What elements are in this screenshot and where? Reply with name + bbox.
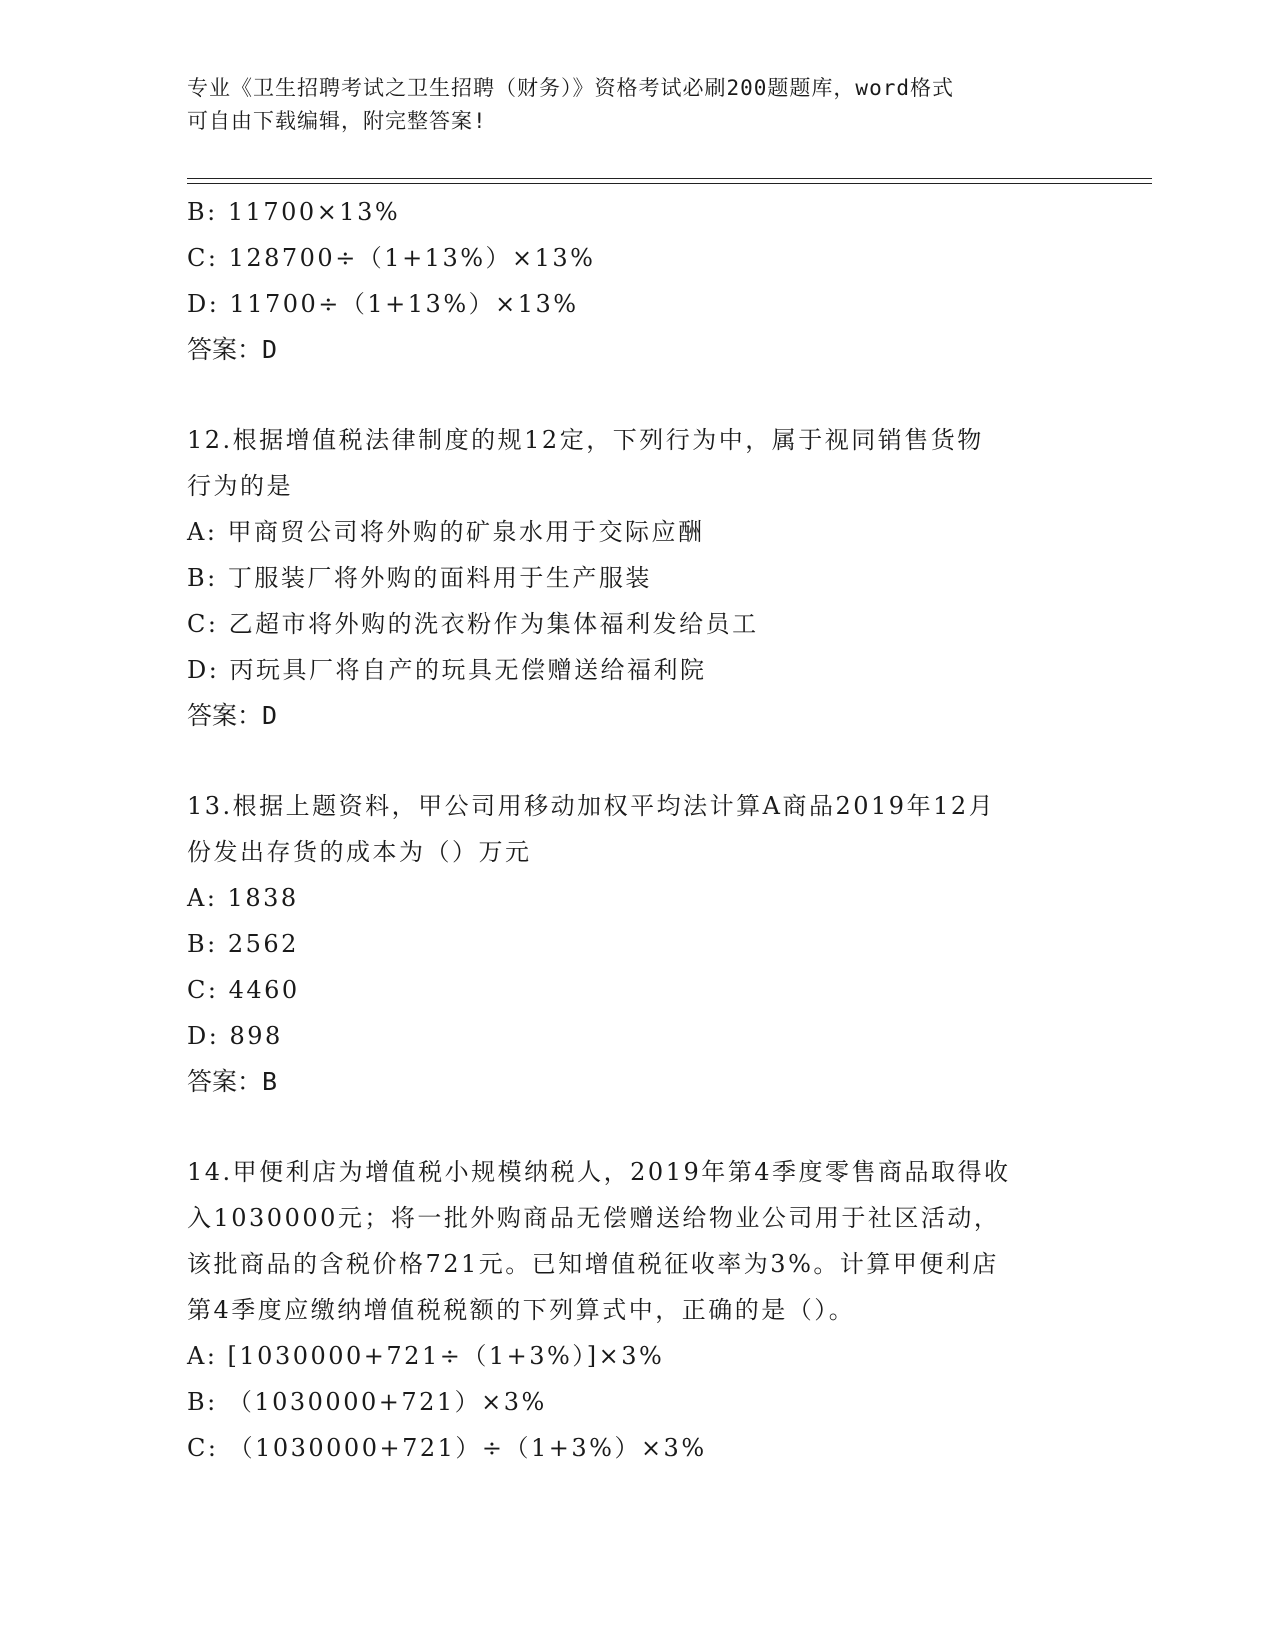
q11-option-b: B: 11700×13% [187, 198, 401, 226]
q14-stem-line-4: 第4季度应缴纳增值税税额的下列算式中，正确的是（）。 [187, 1296, 856, 1324]
q14-option-c: C: （1030000+721）÷（1+3%）×3% [187, 1434, 707, 1462]
q13-answer: 答案：B [187, 1067, 278, 1096]
header-divider-bottom [187, 183, 1152, 184]
q12-stem-line-2: 行为的是 [187, 472, 293, 500]
q11-answer: 答案：D [187, 335, 278, 364]
question-11 [187, 189, 1087, 373]
q12-stem-line-1: 12.根据增值税法律制度的规12定，下列行为中，属于视同销售货物 [187, 426, 984, 454]
document-header [187, 72, 1087, 138]
q13-option-d: D: 898 [187, 1022, 283, 1050]
q12-option-a: A: 甲商贸公司将外购的矿泉水用于交际应酬 [187, 518, 705, 546]
q13-option-c: C: 4460 [187, 976, 300, 1004]
q14-stem-line-1: 14.甲便利店为增值税小规模纳税人，2019年第4季度零售商品取得收 [187, 1158, 1011, 1186]
header-divider-top [187, 178, 1152, 179]
question-13 [187, 783, 1087, 1105]
q14-option-a: A: [1030000+721÷（1+3%）]×3% [187, 1342, 665, 1370]
q12-option-d: D: 丙玩具厂将自产的玩具无偿赠送给福利院 [187, 656, 707, 684]
header-title-line-2: 可自由下载编辑，附完整答案! [187, 109, 487, 133]
q12-answer: 答案：D [187, 701, 278, 730]
header-title-line-1: 专业《卫生招聘考试之卫生招聘（财务）》资格考试必刷200题题库，word格式 [187, 76, 954, 100]
q13-stem-line-1: 13.根据上题资料，甲公司用移动加权平均法计算A商品2019年12月 [187, 792, 996, 820]
question-list [187, 189, 1087, 1471]
q12-option-c: C: 乙超市将外购的洗衣粉作为集体福利发给员工 [187, 610, 759, 638]
q14-stem-line-3: 该批商品的含税价格721元。已知增值税征收率为3%。计算甲便利店 [187, 1250, 999, 1278]
question-separator [187, 373, 1087, 417]
q14-stem-line-2: 入1030000元；将一批外购商品无偿赠送给物业公司用于社区活动， [187, 1204, 1001, 1232]
q12-option-b: B: 丁服装厂将外购的面料用于生产服装 [187, 564, 652, 592]
question-12 [187, 417, 1087, 739]
question-separator [187, 739, 1087, 783]
q11-option-c: C: 128700÷（1+13%）×13% [187, 244, 596, 272]
q14-option-b: B: （1030000+721）×3% [187, 1388, 547, 1416]
question-separator [187, 1105, 1087, 1149]
q13-option-a: A: 1838 [187, 884, 299, 912]
question-14 [187, 1149, 1087, 1471]
q13-stem-line-2: 份发出存货的成本为（）万元 [187, 838, 532, 866]
q11-option-d: D: 11700÷（1+13%）×13% [187, 290, 579, 318]
q13-option-b: B: 2562 [187, 930, 299, 958]
